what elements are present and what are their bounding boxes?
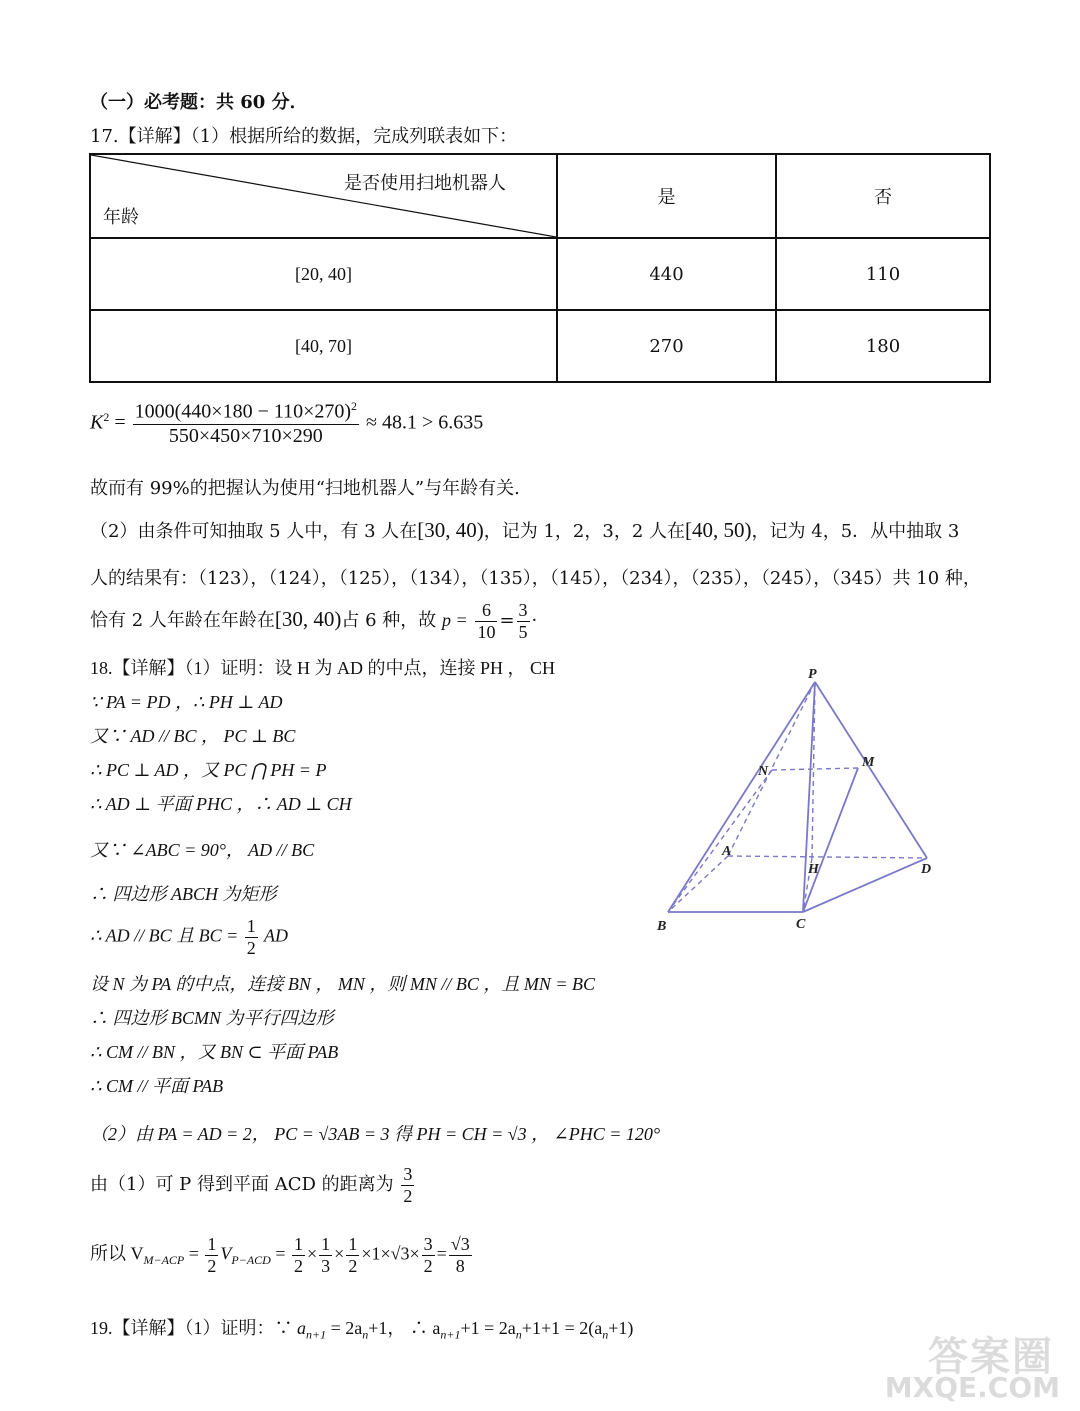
label-H: H [808,862,819,877]
q18-line4: ∴ PC ⊥ AD ，又 PC ⋂ PH = P [90,760,327,780]
q18-line11: ∴ CM // BN ，又 BN ⊂ 平面 PAB [90,1042,339,1062]
table-diagonal-header [90,154,557,238]
label-N: N [758,764,769,779]
header-yes: 是 [557,154,776,238]
watermark-url: MXQE.COM [884,1371,1060,1404]
cell-yes: 270 [557,310,776,382]
edge-CD [803,858,927,912]
age-range: [40, 70] [90,310,557,382]
q18-line15: 所以 $V_{M-ACP}$ = $\frac{1}{2}$ $V_{P-ACD}$ = $\frac{1}{2}$ × $\frac{1}{3}$ × $\frac{1}{2}$ ×1×√3× $\frac{3}{2}$ = $\frac{√3}{8}$ [90,1234,470,1276]
q18-line9: 设 N 为 PA 的中点，连接 BN ， MN ，则 MN // BC ，且 MN = BC [90,974,596,994]
pyramid-figure [640,660,960,950]
cell-no: 180 [776,310,990,382]
label-D: D [921,862,932,877]
segment-NB [668,770,772,912]
label-B: B [657,919,667,934]
header-age: 年龄 [103,207,139,228]
edge-AD [728,856,927,858]
q18-line13: （2）由 PA = AD = 2， PC = √3AB = 3 得 PH = CH = √3 ， ∠PHC = 120° [90,1124,661,1144]
q18-line8: ∴ AD // BC 且 BC = $\frac{1}{2}$ AD [90,916,288,958]
q19-line1: 19.【详解】（1）证明：∵ $a_{n+1} = 2a_n+1$， ∴ $a_{n+1}+1 = 2a_n+1+1 = 2(a_n+1)$ [90,1318,634,1342]
q18-line3: 又∵ AD // BC ， PC ⊥ BC [90,726,296,746]
watermark-logo: 答案圈 [928,1334,1054,1380]
segment-NM [772,768,858,770]
q17-part2-line2: 人的结果有：（123），（124），（125），（134），（135），（145），（234），（235），（245），（345）共 10 种， [90,568,981,589]
q18-line2: ∵ PA = PD ，∴ PH ⊥ AD [90,692,283,712]
cell-no: 110 [776,238,990,310]
edge-PD [815,682,927,858]
q18-line5: ∴ AD ⊥ 平面 PHC ，∴ AD ⊥ CH [90,794,352,814]
q17-conclusion: 故而有 99%的把握认为使用“扫地机器人”与年龄有关. [90,478,520,499]
header-no: 否 [776,154,990,238]
edge-PB [668,682,815,912]
q17-part2-line1: （2）由条件可知抽取 5 人中，有 3 人在[30, 40)，记为 1，2，3，2 人在[40, 50)，记为 4，5．从中抽取 3 [90,518,960,542]
q18-line14: 由（1）可 P 得到平面 ACD 的距离为 $\frac{3}{2}$ [90,1164,413,1206]
cell-yes: 440 [557,238,776,310]
header-usage: 是否使用扫地机器人 [344,173,506,194]
q18-line7: ∴ 四边形 ABCH 为矩形 [90,884,277,904]
age-range: [20, 40] [90,238,557,310]
table-row [90,238,990,310]
q18-line1: 18.【详解】（1）证明：设 H 为 AD 的中点，连接 PH ， CH [90,658,556,678]
section-title: （一）必考题：共 60 分． [90,92,308,113]
k2-formula: $K^2$ = $\frac{1000(440\times 180 - 110\times 270)^2}{550\times 450\times 710\times 290}$ ≈ 48.1 > 6.635 [90,399,484,447]
q17-part2-line3: 恰有 2 人年龄在年龄在[30, 40)占 6 种，故 p = $\frac{6}{10}$ = $\frac{3}{5}$ · [90,600,538,642]
table-row [90,310,990,382]
q18-line10: ∴ 四边形 BCMN 为平行四边形 [90,1008,334,1028]
q18-line6: 又∵ ∠ABC = 90°， AD // BC [90,840,315,860]
k2-fraction: $\frac{1000(440\times 180 - 110\times 270)^2}{550\times 450\times 710\times 290}$ [134,399,358,447]
watermark [874,1325,1064,1405]
label-A: A [722,844,732,859]
q18-line12: ∴ CM // 平面 PAB [90,1076,224,1096]
label-C: C [796,917,806,932]
contingency-table [89,153,991,383]
q17-heading: 17.【详解】（1）根据所给的数据，完成列联表如下： [90,126,518,147]
diagonal-line [91,155,556,237]
label-M: M [862,755,875,770]
label-P: P [808,667,817,682]
segment-CM [803,768,858,912]
